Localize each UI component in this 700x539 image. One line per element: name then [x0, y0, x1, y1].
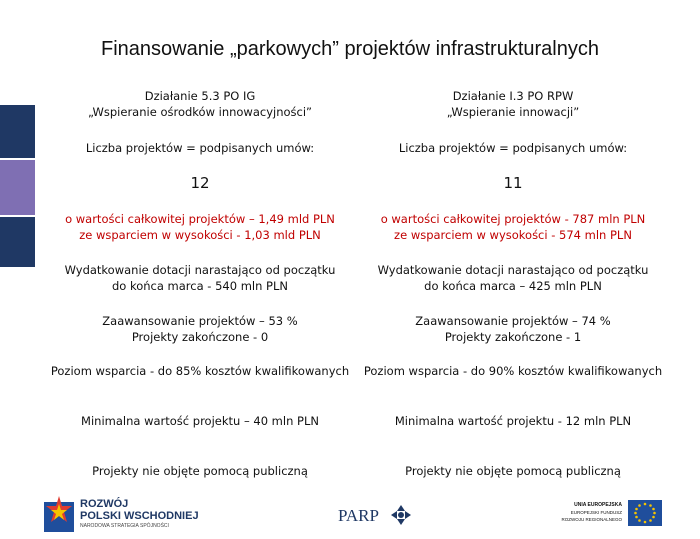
ue-line1: UNIA EUROPEJSKA — [574, 502, 622, 508]
left-heading-line1: Działanie 5.3 PO IG — [144, 89, 256, 103]
right-value-line2: ze wsparciem w wysokości - 574 mln PLN — [394, 228, 632, 242]
left-value-line2: ze wsparciem w wysokości - 1,03 mld PLN — [79, 228, 321, 242]
rozwoj-line3: NARODOWA STRATEGIA SPÓJNOŚCI — [80, 523, 169, 529]
left-heading-line2: „Wspieranie ośrodków innowacyjności” — [87, 105, 313, 119]
side-block-dark-2 — [0, 217, 35, 267]
ue-line3: ROZWOJU REGIONALNEGO — [561, 517, 622, 522]
right-count-label: Liczba projektów = podpisanych umów: — [398, 141, 628, 155]
left-progress-line1: Zaawansowanie projektów – 53 % — [102, 314, 298, 328]
right-spend-line2: do końca marca – 425 mln PLN — [424, 279, 602, 293]
side-block-mid — [0, 160, 35, 215]
left-spend-line2: do końca marca - 540 mln PLN — [111, 279, 289, 293]
left-progress-line2: Projekty zakończone - 0 — [131, 330, 269, 344]
left-value — [40, 211, 360, 243]
right-min-value: Minimalna wartość projektu - 12 mln PLN — [394, 414, 632, 428]
right-public-aid: Projekty nie objęte pomocą publiczną — [405, 464, 621, 478]
left-spend — [40, 262, 360, 294]
left-count-value: 12 — [190, 174, 210, 192]
left-column — [40, 0, 360, 490]
left-count-label: Liczba projektów = podpisanych umów: — [85, 141, 315, 155]
left-min-value: Minimalna wartość projektu – 40 mln PLN — [81, 414, 319, 428]
parp-arrows-icon — [390, 504, 412, 526]
ue-line2: EUROPEJSKI FUNDUSZ — [570, 510, 622, 515]
left-progress — [40, 313, 360, 345]
right-heading-line1: Działanie I.3 PO RPW — [452, 89, 574, 103]
right-progress-line2: Projekty zakończone - 1 — [444, 330, 582, 344]
logo-rozwoj-polski-wschodniej — [44, 496, 244, 534]
right-progress-line1: Zaawansowanie projektów – 74 % — [415, 314, 611, 328]
rozwoj-line2: POLSKI WSCHODNIEJ — [80, 510, 199, 522]
right-spend — [353, 262, 673, 294]
parp-text: PARP — [338, 506, 379, 525]
slide-title: Finansowanie „parkowych” projektów infrastrukturalnych — [101, 38, 599, 60]
right-value — [353, 211, 673, 243]
side-block-dark-1 — [0, 105, 35, 158]
eu-flag-icon — [628, 500, 662, 526]
right-heading — [353, 88, 673, 120]
right-support: Poziom wsparcia - do 90% kosztów kwalifikowanych — [363, 364, 663, 378]
right-value-line1: o wartości całkowitej projektów - 787 mln PLN — [380, 212, 646, 226]
left-public-aid: Projekty nie objęte pomocą publiczną — [92, 464, 308, 478]
right-column — [353, 0, 673, 490]
rozwoj-text — [80, 498, 199, 530]
rozwoj-line1: ROZWÓJ — [80, 498, 129, 510]
logo-parp — [338, 500, 418, 530]
left-support: Poziom wsparcia - do 85% kosztów kwalifikowanych — [50, 364, 350, 378]
right-progress — [353, 313, 673, 345]
ue-text — [560, 502, 622, 523]
right-spend-line1: Wydatkowanie dotacji narastająco od początku — [377, 263, 649, 277]
left-value-line1: o wartości całkowitej projektów – 1,49 mld PLN — [65, 212, 335, 226]
right-count-value: 11 — [503, 174, 523, 192]
rozwoj-star-icon — [44, 496, 74, 532]
footer — [0, 490, 700, 539]
left-spend-line1: Wydatkowanie dotacji narastająco od początku — [64, 263, 336, 277]
logo-ue — [560, 496, 670, 532]
right-heading-line2: „Wspieranie innowacji” — [446, 105, 580, 119]
left-heading — [40, 88, 360, 120]
